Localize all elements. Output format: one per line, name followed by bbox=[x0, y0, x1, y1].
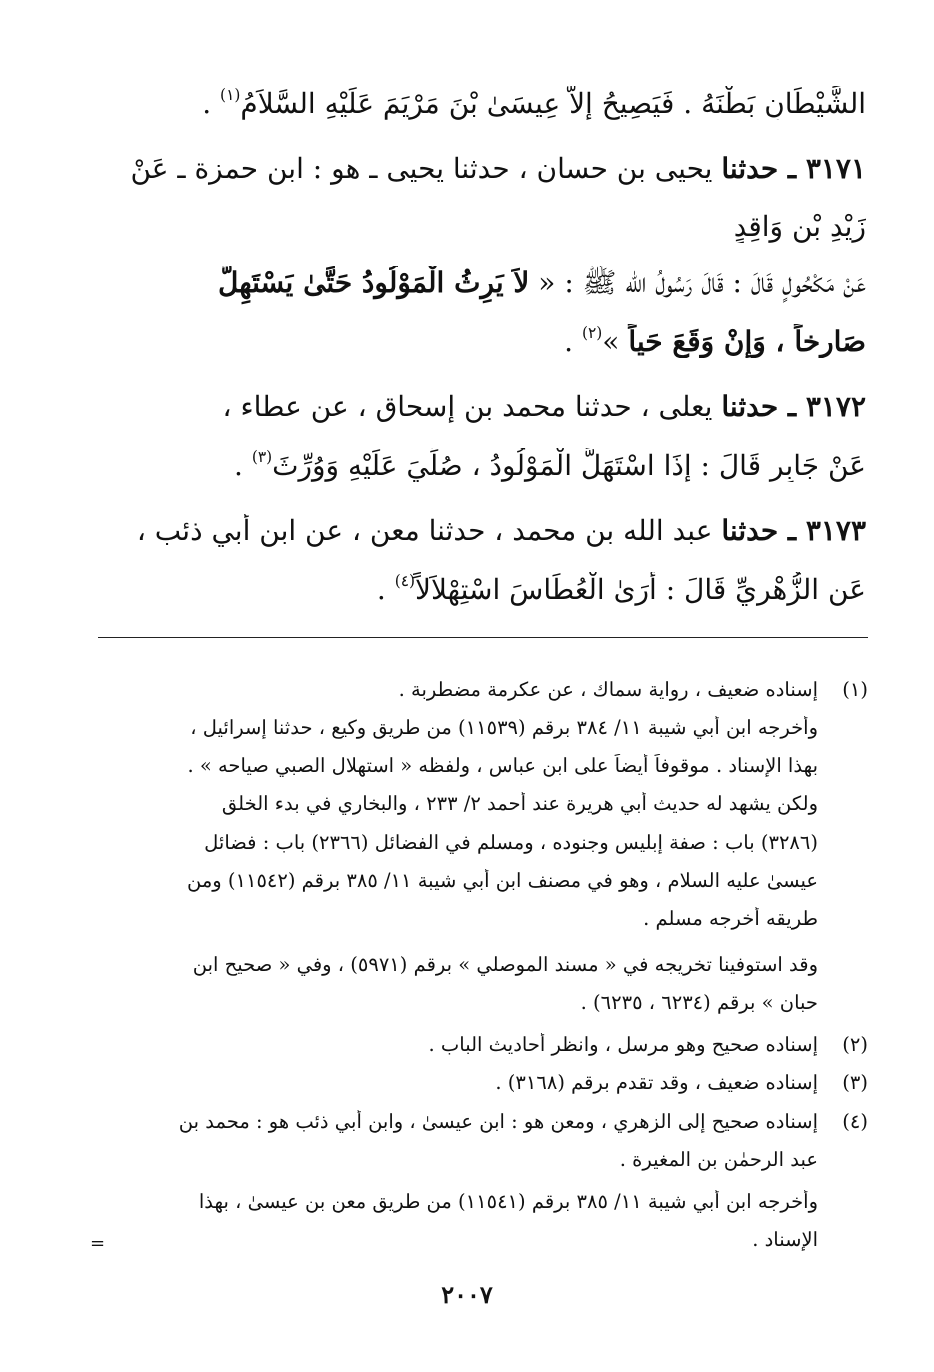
hadith-3171-matn-2: صَارِخاً ، وَإِنْ وَقَعَ حَياً »$^{(٢)}$ . bbox=[564, 324, 866, 359]
footnote-ref-4: (٤) bbox=[394, 572, 415, 590]
footnote-number-3: (٣) bbox=[842, 1071, 868, 1094]
footnote-2-text: إسناده صحيح وهو مرسل ، وانظر أحاديث الباب . bbox=[428, 1033, 818, 1056]
main-line-1: الشَّيْطَانِ بَطْنَهُ . فَيَصِيحُ إِلاَّ عِيسَىٰ بْنَ مَرْيَمَ عَلَيْهِ السَّلاَمُ$^{(١)}$ . bbox=[202, 86, 866, 121]
footnote-1-line-6: عيسىٰ عليه السلام ، وهو في مصنف ابن أبي شيبة ١١/ ٣٨٥ برقم (١١٥٤٢) ومن bbox=[186, 869, 818, 892]
margin-mark: = bbox=[90, 1233, 106, 1254]
footnote-1-line-2: وأخرجه ابن أبي شيبة ١١/ ٣٨٤ برقم (١١٥٣٩) من طريق وكيع ، حدثنا إسرائيل ، bbox=[190, 716, 818, 739]
footnote-number-1: (١) bbox=[842, 678, 868, 701]
page-number: ٢٠٠٧ bbox=[441, 1280, 493, 1309]
hadith-3171-line-1: ٣١٧١ ـ حدثنا يحيى بن حسان ، حدثنا يحيى ـ هو : ابن حمزة ـ عَنْ bbox=[130, 152, 866, 185]
footnote-1-line-8: وقد استوفينا تخريجه في « مسند الموصلي » برقم (٥٩٧١) ، وفي « صحيح ابن bbox=[192, 953, 818, 976]
hadith-3173-line-2: عَنِ الزُّهْرِيِّ قَالَ : أَرَىٰ الْعُطَاسَ اسْتِهْلاَلاً$^{(٤)}$ . bbox=[376, 572, 866, 607]
hadith-number: ٣١٧٢ ـ حدثنا bbox=[721, 390, 866, 423]
hadith-number: ٣١٧١ ـ حدثنا bbox=[721, 152, 866, 185]
footnote-3-text: إسناده ضعيف ، وقد تقدم برقم (٣١٦٨) . bbox=[495, 1071, 818, 1094]
footnote-1-line-4: ولكن يشهد له حديث أبي هريرة عند أحمد ٢/ ٢٣٣ ، والبخاري في بدء الخلق bbox=[221, 792, 818, 815]
footnote-1-line-9: حبان » برقم (٦٢٣٤ ، ٦٢٣٥) . bbox=[580, 991, 818, 1014]
footnote-4-line-1: إسناده صحيح إلى الزهري ، ومعن هو : ابن عيسىٰ ، وابن أبي ذئب هو : محمد بن bbox=[178, 1110, 818, 1133]
footnote-1-line-3: بهذا الإسناد . موقوفاً أيضاً على ابن عباس ، ولفظه « استهلال الصبي صياحه » . bbox=[187, 754, 818, 777]
footnote-ref-3: (٣) bbox=[251, 448, 273, 466]
hadith-3171-matn-1: عَنْ مَكْحُولٍ قَالَ : قَالَ رَسُولُ الله ﷺ : « لاَ يَرِثُ الْمَوْلُودُ حَتَّىٰ يَسْتَهِلَّ bbox=[217, 266, 866, 299]
footnote-number-4: (٤) bbox=[842, 1110, 868, 1133]
footnote-ref-1: (١) bbox=[220, 86, 241, 104]
footnote-4-line-2: عبد الرحمٰن بن المغيرة . bbox=[619, 1148, 818, 1171]
footnote-1-line-5: (٣٢٨٦) باب : صفة إبليس وجنوده ، ومسلم في الفضائل (٢٣٦٦) باب : فضائل bbox=[204, 831, 818, 854]
footnote-1-line-7: طريقه أخرجه مسلم . bbox=[643, 907, 818, 930]
hadith-number: ٣١٧٣ ـ حدثنا bbox=[721, 514, 866, 547]
hadith-3173-line-1: ٣١٧٣ ـ حدثنا عبد الله بن محمد ، حدثنا معن ، عن ابن أبي ذئب ، bbox=[136, 514, 866, 547]
hadith-3172-line-2: عَنْ جَابِرٍ قَالَ : إِذَا اسْتَهَلَّ الْمَوْلُودُ ، صُلِّيَ عَلَيْهِ وَوُرِّثَ$^{(٣)}$ . bbox=[234, 448, 866, 483]
hadith-3172-line-1: ٣١٧٢ ـ حدثنا يعلى ، حدثنا محمد بن إسحاق ، عن عطاء ، bbox=[222, 390, 866, 423]
footnote-number-2: (٢) bbox=[842, 1033, 868, 1056]
footnote-separator bbox=[98, 637, 868, 638]
footnote-4-line-4: الإسناد . bbox=[752, 1228, 818, 1251]
footnote-4-line-3: وأخرجه ابن أبي شيبة ١١/ ٣٨٥ برقم (١١٥٤١) من طريق معن بن عيسىٰ ، بهذا bbox=[198, 1190, 818, 1213]
footnote-ref-2: (٢) bbox=[581, 324, 603, 342]
hadith-3171-line-2: زَيْدِ بْنِ وَاقِدٍ bbox=[733, 210, 866, 243]
footnote-1-line-1: إسناده ضعيف ، رواية سماك ، عن عكرمة مضطربة . bbox=[398, 678, 818, 701]
